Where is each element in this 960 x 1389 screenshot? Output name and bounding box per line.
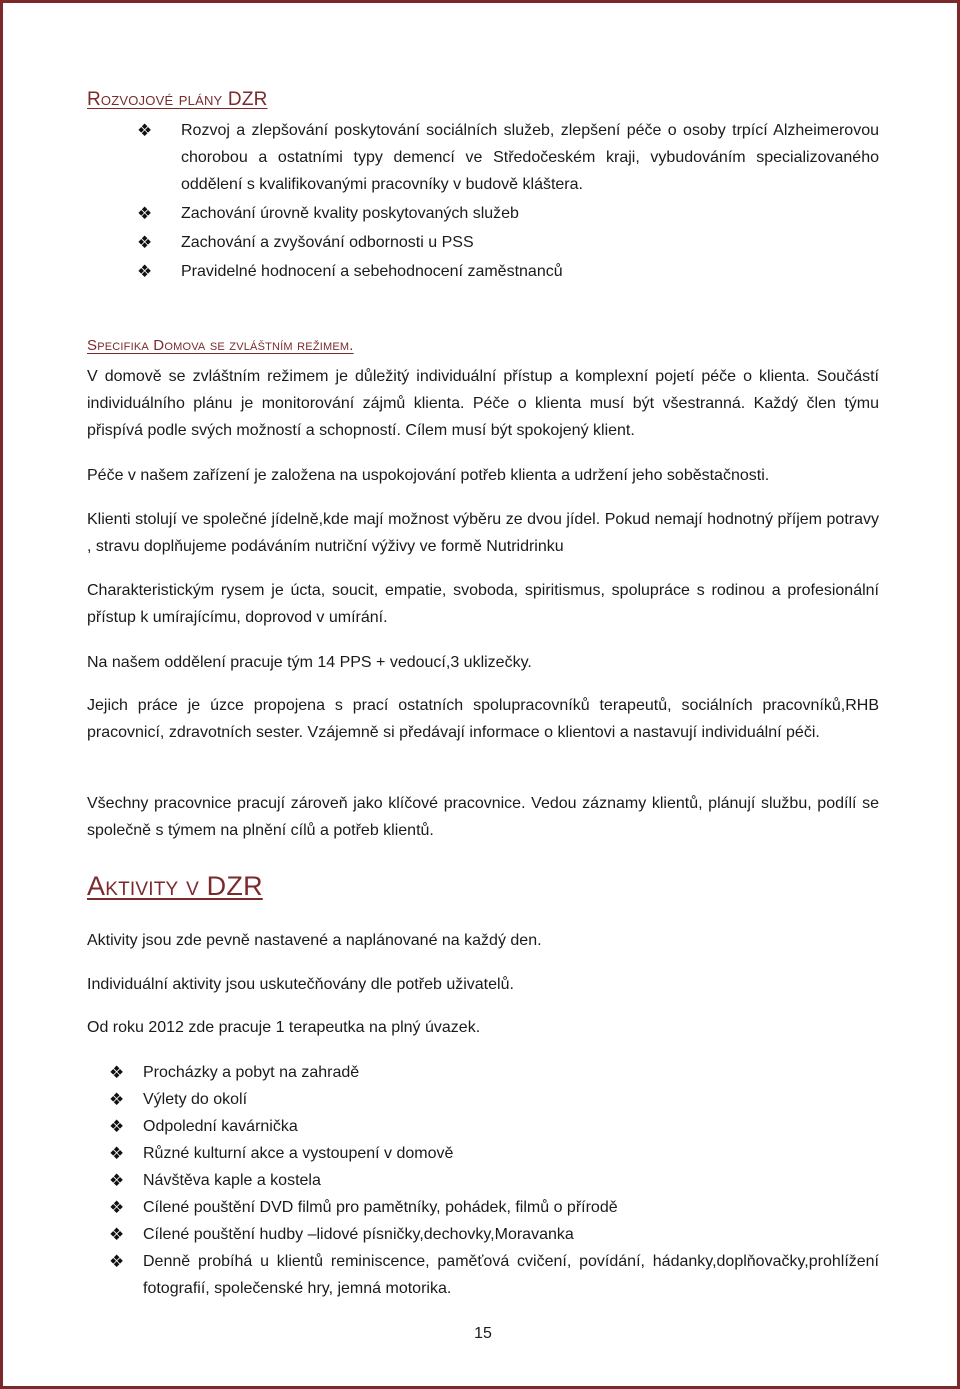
diamond-bullet-icon: ❖ xyxy=(109,1063,125,1082)
paragraph: Péče v našem zařízení je založena na uspokojování potřeb klienta a udržení jeho soběstačnosti. xyxy=(87,467,770,484)
list-item: ❖ Výlety do okolí xyxy=(143,1086,879,1113)
diamond-bullet-icon: ❖ xyxy=(137,233,153,252)
list-item: ❖ Denně probíhá u klientů reminiscence, paměťová cvičení, povídání, hádanky,doplňovačky,prohlížení fotografií, společenské hry, jemná motorika. xyxy=(143,1248,879,1302)
page-number: 15 xyxy=(474,1325,492,1342)
paragraph: V domově se zvláštním režimem je důležitý individuální přístup a komplexní pojetí péče o klienta. Součástí individuálního plánu je monitorování zájmů klienta. Péče o klienta musí být všestranná. Každý člen týmu přispívá podle svých možností a schopností. Cílem musí být spokojený klient. xyxy=(87,368,879,439)
paragraph: Charakteristickým rysem je úcta, soucit, empatie, svoboda, spiritismus, spolupráce s rodinou a profesionální přístup k umírajícímu, doprovod v umírání. xyxy=(87,582,879,626)
diamond-bullet-icon: ❖ xyxy=(109,1144,125,1163)
list-item: ❖ Pravidelné hodnocení a sebehodnocení zaměstnanců xyxy=(181,258,879,285)
paragraph: Aktivity jsou zde pevně nastavené a naplánované na každý den. xyxy=(87,932,542,949)
list-item: ❖ Zachování a zvyšování odbornosti u PSS xyxy=(181,229,879,256)
paragraph: Klienti stolují ve společné jídelně,kde mají možnost výběru ze dvou jídel. Pokud nemají hodnotný příjem potravy , stravu doplňujeme podáváním nutriční výživy ve formě Nutridrinku xyxy=(87,511,879,555)
list-item: ❖ Procházky a pobyt na zahradě xyxy=(143,1059,879,1086)
list-item: ❖ Cílené pouštění DVD filmů pro pamětníky, pohádek, filmů o přírodě xyxy=(143,1194,879,1221)
section-title-aktivity: Aktivity v DZR xyxy=(87,871,263,901)
list-item: ❖ Rozvoj a zlepšování poskytování sociálních služeb, zlepšení péče o osoby trpící Alzheimerovou chorobou a ostatními typy demencí ve Středočeském kraji, vybudováním specializovaného oddělení s kvalifikovanými pracovníky v budově kláštera. xyxy=(181,117,879,198)
diamond-bullet-icon: ❖ xyxy=(109,1225,125,1244)
paragraph: Od roku 2012 zde pracuje 1 terapeutka na plný úvazek. xyxy=(87,1019,481,1036)
diamond-bullet-icon: ❖ xyxy=(109,1090,125,1109)
development-plans-list xyxy=(137,117,879,287)
list-item: ❖ Cílené pouštění hudby –lidové písničky,dechovky,Moravanka xyxy=(143,1221,879,1248)
activities-list xyxy=(109,1059,879,1302)
list-item: ❖ Návštěva kaple a kostela xyxy=(143,1167,879,1194)
list-item: ❖ Různé kulturní akce a vystoupení v domově xyxy=(143,1140,879,1167)
paragraph: Všechny pracovnice pracují zároveň jako klíčové pracovnice. Vedou záznamy klientů, plánují službu, podílí se společně s týmem na plnění cílů a potřeb klientů. xyxy=(87,795,879,839)
diamond-bullet-icon: ❖ xyxy=(109,1117,125,1136)
section-title-specifika: Specifika Domova se zvláštním režimem. xyxy=(87,337,354,354)
paragraph: Individuální aktivity jsou uskutečňovány dle potřeb uživatelů. xyxy=(87,976,514,993)
diamond-bullet-icon: ❖ xyxy=(137,262,153,281)
section-title-rozvojove-plany: Rozvojové plány DZR xyxy=(87,89,268,110)
diamond-bullet-icon: ❖ xyxy=(137,121,153,140)
paragraph: Jejich práce je úzce propojena s prací ostatních spolupracovníků terapeutů, sociálních pracovníků,RHB pracovnicí, zdravotních sester. Vzájemně si předávají informace o klientovi a nastavují individuální péči. xyxy=(87,697,879,741)
list-item: ❖ Odpolední kavárnička xyxy=(143,1113,879,1140)
diamond-bullet-icon: ❖ xyxy=(109,1198,125,1217)
list-item: ❖ Zachování úrovně kvality poskytovaných služeb xyxy=(181,200,879,227)
diamond-bullet-icon: ❖ xyxy=(109,1171,125,1190)
diamond-bullet-icon: ❖ xyxy=(137,204,153,223)
paragraph: Na našem oddělení pracuje tým 14 PPS + vedoucí,3 uklizečky. xyxy=(87,654,532,671)
diamond-bullet-icon: ❖ xyxy=(109,1252,125,1271)
